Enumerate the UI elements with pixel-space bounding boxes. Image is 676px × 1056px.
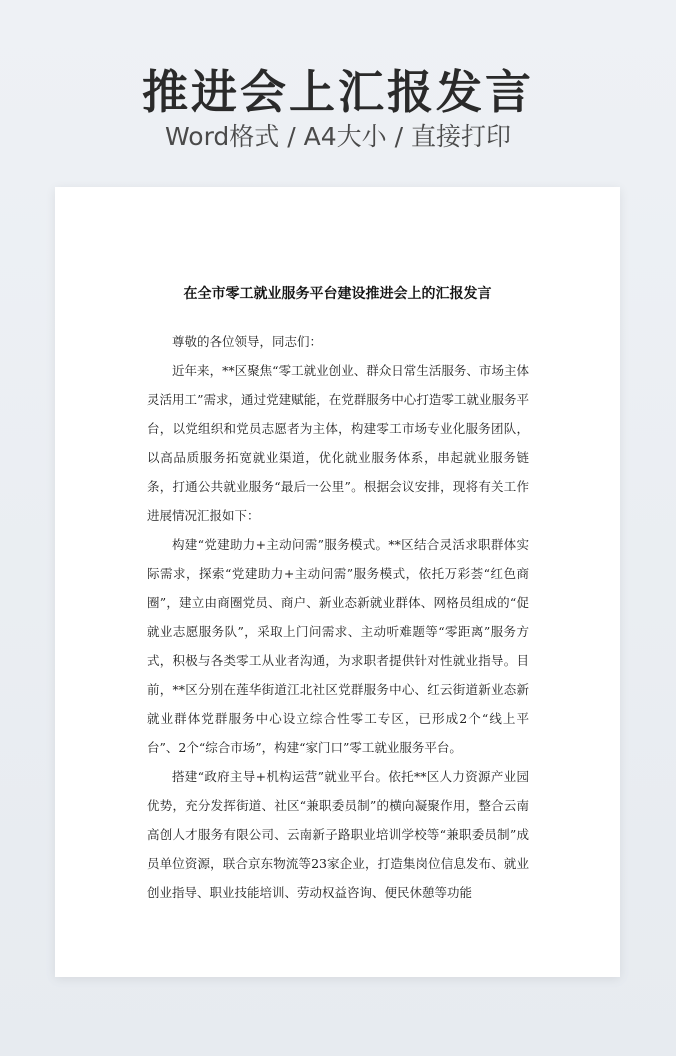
banner-subtitle: Word格式 / A4大小 / 直接打印 [165,122,511,151]
paragraph-service-model: 构建“党建助力+主动问需”服务模式。**区结合灵活求职群体实际需求，探索“党建助力+主动问需”服务模式，依托万彩荟“红色商圈”，建立由商圈党员、商户、新业态新就业群体、网格员组成的“促就业志愿服务队”，采取上门问需求、主动听难题等“零距离”服务方式，积极与各类零工从业者沟通，为求职者提供针对性就业指导。目前，**区分别在莲华街道江北社区党群服务中心、红云街道新业态新就业群体党群服务中心设立综合性零工专区，已形成2个“线上平台”、2个“综合市场”，构建“家门口”零工就业服务平台。 [147,537,529,755]
document-body [147,327,529,907]
salutation: 尊敬的各位领导，同志们： [172,334,323,349]
document-page [55,187,620,977]
paragraph-employment-platform: 搭建“政府主导+机构运营”就业平台。依托**区人力资源产业园优势，充分发挥街道、社区“兼职委员制”的横向凝聚作用，整合云南高创人才服务有限公司、云南新子路职业培训学校等“兼职委员制”成员单位资源，联合京东物流等23家企业，打造集岗位信息发布、就业创业指导、职业技能培训、劳动权益咨询、便民休憩等功能 [147,769,529,900]
banner-title: 推进会上汇报发言 [142,65,534,119]
document-title: 在全市零工就业服务平台建设推进会上的汇报发言 [183,286,492,302]
paragraph-intro: 近年来，**区聚焦“零工就业创业、群众日常生活服务、市场主体灵活用工”需求，通过党建赋能，在党群服务中心打造零工就业服务平台，以党组织和党员志愿者为主体，构建零工市场专业化服务团队，以高品质服务拓宽就业渠道，优化就业服务体系，串起就业服务链条，打通公共就业服务“最后一公里”。根据会议安排，现将有关工作进展情况汇报如下： [147,363,529,523]
